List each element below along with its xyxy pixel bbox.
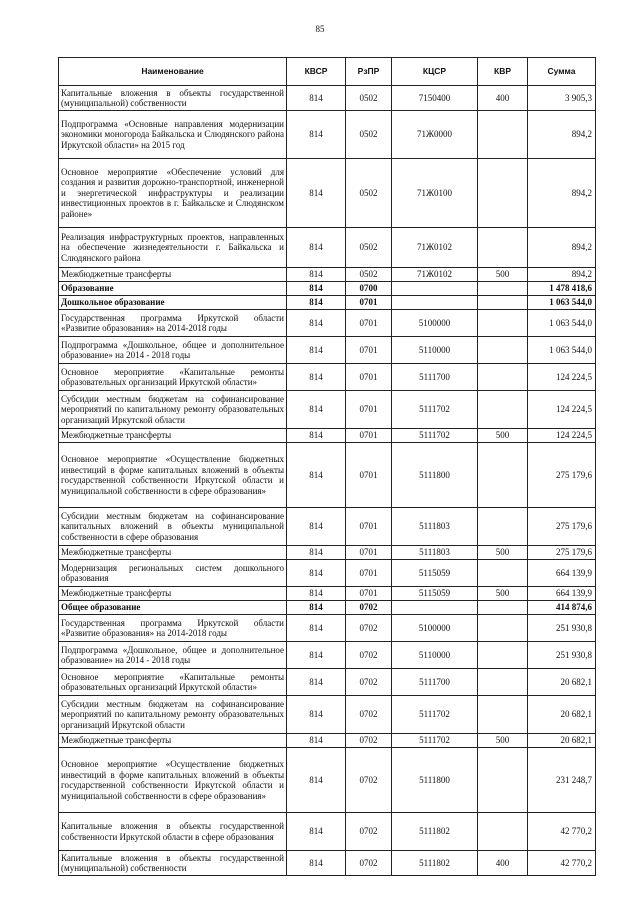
cell-sum: 124 224,5 [528, 391, 596, 429]
header-kcsr: КЦСР [392, 58, 478, 86]
cell-sum: 20 682,1 [528, 669, 596, 696]
cell-kvr [478, 696, 528, 734]
cell-kvr [478, 364, 528, 391]
cell-name: Субсидии местным бюджетам на софинансирование мероприятий по капитальному ремонту образовательных организаций Иркутской области [59, 391, 287, 429]
cell-name: Субсидии местным бюджетам на софинансирование капитальных вложений в объекты муниципальной собственности в сфере образования [59, 508, 287, 546]
cell-kcsr: 5111700 [392, 364, 478, 391]
cell-name: Межбюджетные трансферты [59, 587, 287, 601]
cell-sum: 42 770,2 [528, 813, 596, 851]
cell-name: Межбюджетные трансферты [59, 734, 287, 748]
cell-kvr [478, 296, 528, 310]
cell-sum: 894,2 [528, 268, 596, 282]
cell-name: Подпрограмма «Основные направления модернизации экономики моногорода Байкальска и Слюдянского района Иркутской области» на 2015 год [59, 111, 287, 159]
cell-rzpr: 0502 [346, 86, 392, 111]
cell-kcsr [392, 282, 478, 296]
cell-kvsr: 814 [287, 296, 346, 310]
cell-name: Капитальные вложения в объекты государственной (муниципальной) собственности [59, 851, 287, 876]
cell-sum: 664 139,9 [528, 587, 596, 601]
cell-sum: 894,2 [528, 228, 596, 268]
table-row [59, 310, 596, 337]
cell-kvr [478, 159, 528, 228]
table-row [59, 86, 596, 111]
cell-kvr [478, 813, 528, 851]
cell-kvsr: 814 [287, 696, 346, 734]
cell-sum: 3 905,3 [528, 86, 596, 111]
cell-kvsr: 814 [287, 86, 346, 111]
cell-rzpr: 0702 [346, 642, 392, 669]
cell-kvsr: 814 [287, 429, 346, 443]
cell-kvr [478, 282, 528, 296]
cell-rzpr: 0701 [346, 443, 392, 508]
table-row [59, 282, 596, 296]
cell-rzpr: 0701 [346, 391, 392, 429]
table-header-row [59, 58, 596, 86]
header-rzpr: РзПР [346, 58, 392, 86]
cell-kvr [478, 391, 528, 429]
cell-rzpr: 0701 [346, 587, 392, 601]
cell-kvr [478, 615, 528, 642]
cell-kcsr: 5111800 [392, 443, 478, 508]
cell-kvsr: 814 [287, 282, 346, 296]
cell-name: Подпрограмма «Дошкольное, общее и дополнительное образование» на 2014 - 2018 годы [59, 337, 287, 364]
cell-sum: 1 478 418,6 [528, 282, 596, 296]
cell-kcsr: 5110000 [392, 337, 478, 364]
cell-name: Образование [59, 282, 287, 296]
cell-name: Межбюджетные трансферты [59, 429, 287, 443]
cell-kvr [478, 748, 528, 813]
cell-kcsr: 5111800 [392, 748, 478, 813]
cell-sum: 231 248,7 [528, 748, 596, 813]
cell-kcsr: 5111802 [392, 813, 478, 851]
table-row [59, 560, 596, 587]
cell-sum: 275 179,6 [528, 443, 596, 508]
cell-sum: 664 139,9 [528, 560, 596, 587]
cell-kvsr: 814 [287, 443, 346, 508]
cell-name: Основное мероприятие «Капитальные ремонты образовательных организаций Иркутской области» [59, 364, 287, 391]
cell-kvsr: 814 [287, 851, 346, 876]
table-row [59, 734, 596, 748]
cell-sum: 124 224,5 [528, 364, 596, 391]
cell-rzpr: 0702 [346, 615, 392, 642]
cell-name: Общее образование [59, 601, 287, 615]
cell-rzpr: 0701 [346, 296, 392, 310]
cell-kvr: 500 [478, 546, 528, 560]
cell-kvr [478, 642, 528, 669]
header-kvsr: КВСР [287, 58, 346, 86]
cell-name: Основное мероприятие «Капитальные ремонты образовательных организаций Иркутской области» [59, 669, 287, 696]
cell-kvsr: 814 [287, 337, 346, 364]
cell-name: Межбюджетные трансферты [59, 546, 287, 560]
cell-kcsr: 5110000 [392, 642, 478, 669]
cell-rzpr: 0502 [346, 159, 392, 228]
cell-name: Субсидии местным бюджетам на софинансирование мероприятий по капитальному ремонту образовательных организаций Иркутской области [59, 696, 287, 734]
cell-kvr: 400 [478, 851, 528, 876]
cell-kcsr: 5111702 [392, 696, 478, 734]
cell-kvr: 500 [478, 268, 528, 282]
cell-rzpr: 0702 [346, 669, 392, 696]
cell-sum: 251 930,8 [528, 615, 596, 642]
table-row [59, 364, 596, 391]
cell-rzpr: 0502 [346, 228, 392, 268]
cell-kcsr [392, 601, 478, 615]
cell-kvsr: 814 [287, 111, 346, 159]
cell-sum: 251 930,8 [528, 642, 596, 669]
cell-kcsr: 5111802 [392, 851, 478, 876]
cell-kcsr: 5111702 [392, 391, 478, 429]
cell-kvr: 500 [478, 734, 528, 748]
cell-kcsr: 5111803 [392, 546, 478, 560]
table-row [59, 443, 596, 508]
cell-kvsr: 814 [287, 391, 346, 429]
table-row [59, 669, 596, 696]
cell-sum: 894,2 [528, 111, 596, 159]
cell-rzpr: 0701 [346, 560, 392, 587]
cell-kvr [478, 508, 528, 546]
cell-name: Межбюджетные трансферты [59, 268, 287, 282]
cell-rzpr: 0701 [346, 429, 392, 443]
cell-name: Модернизация региональных систем дошкольного образования [59, 560, 287, 587]
cell-sum: 275 179,6 [528, 546, 596, 560]
cell-kvr [478, 560, 528, 587]
cell-name: Капитальные вложения в объекты государственной (муниципальной) собственности [59, 86, 287, 111]
cell-rzpr: 0702 [346, 601, 392, 615]
cell-kvsr: 814 [287, 734, 346, 748]
cell-sum: 894,2 [528, 159, 596, 228]
table-row [59, 601, 596, 615]
table-row [59, 296, 596, 310]
table-row [59, 748, 596, 813]
cell-kcsr: 5100000 [392, 310, 478, 337]
cell-kcsr: 5100000 [392, 615, 478, 642]
cell-rzpr: 0701 [346, 364, 392, 391]
cell-kvsr: 814 [287, 601, 346, 615]
cell-kvsr: 814 [287, 546, 346, 560]
cell-name: Государственная программа Иркутской области «Развитие образования» на 2014-2018 годы [59, 615, 287, 642]
cell-sum: 414 874,6 [528, 601, 596, 615]
cell-name: Дошкольное образование [59, 296, 287, 310]
cell-kvsr: 814 [287, 669, 346, 696]
cell-kcsr: 7150400 [392, 86, 478, 111]
cell-kvr [478, 601, 528, 615]
cell-sum: 1 063 544,0 [528, 296, 596, 310]
cell-rzpr: 0700 [346, 282, 392, 296]
cell-kcsr: 5111803 [392, 508, 478, 546]
cell-sum: 275 179,6 [528, 508, 596, 546]
cell-sum: 42 770,2 [528, 851, 596, 876]
cell-rzpr: 0701 [346, 508, 392, 546]
budget-table [58, 57, 596, 876]
table-body [59, 86, 596, 876]
cell-name: Основное мероприятие «Осуществление бюджетных инвестиций в форме капитальных вложений в объекты государственной собственности Иркутской области и муниципальной собственности в сфере образования» [59, 748, 287, 813]
cell-kvsr: 814 [287, 748, 346, 813]
table-row [59, 391, 596, 429]
cell-rzpr: 0702 [346, 813, 392, 851]
header-sum: Сумма [528, 58, 596, 86]
table-row [59, 546, 596, 560]
cell-kvsr: 814 [287, 587, 346, 601]
cell-kvsr: 814 [287, 159, 346, 228]
cell-sum: 1 063 544,0 [528, 337, 596, 364]
table-row [59, 587, 596, 601]
table-row [59, 813, 596, 851]
cell-kvr [478, 337, 528, 364]
cell-name: Капитальные вложения в объекты государственной собственности Иркутской области в сфере образования [59, 813, 287, 851]
cell-kvsr: 814 [287, 642, 346, 669]
cell-kvsr: 814 [287, 310, 346, 337]
table-row [59, 268, 596, 282]
cell-sum: 1 063 544,0 [528, 310, 596, 337]
table-row [59, 111, 596, 159]
cell-name: Основное мероприятие «Обеспечение условий для создания и развития дорожно-транспортной, инженерной и энергетической инфраструктуры и реализации инвестиционных проектов в г. Байкальске и Слюдянском районе» [59, 159, 287, 228]
cell-kvsr: 814 [287, 508, 346, 546]
cell-kcsr: 71Ж0102 [392, 268, 478, 282]
table-row [59, 615, 596, 642]
cell-kcsr: 71Ж0102 [392, 228, 478, 268]
cell-kvr [478, 443, 528, 508]
cell-rzpr: 0502 [346, 111, 392, 159]
cell-kcsr: 71Ж0100 [392, 159, 478, 228]
table-row [59, 337, 596, 364]
cell-sum: 20 682,1 [528, 734, 596, 748]
table-row [59, 508, 596, 546]
cell-rzpr: 0701 [346, 310, 392, 337]
cell-kvr: 400 [478, 86, 528, 111]
cell-sum: 20 682,1 [528, 696, 596, 734]
cell-kvsr: 814 [287, 228, 346, 268]
cell-kvr: 500 [478, 429, 528, 443]
cell-kvr [478, 310, 528, 337]
cell-kvsr: 814 [287, 615, 346, 642]
header-name: Наименование [59, 58, 287, 86]
cell-rzpr: 0701 [346, 337, 392, 364]
cell-kvr [478, 669, 528, 696]
cell-rzpr: 0702 [346, 696, 392, 734]
table-row [59, 228, 596, 268]
cell-kcsr: 71Ж0000 [392, 111, 478, 159]
cell-rzpr: 0502 [346, 268, 392, 282]
cell-kvr [478, 111, 528, 159]
cell-kvsr: 814 [287, 560, 346, 587]
cell-rzpr: 0701 [346, 546, 392, 560]
cell-kvsr: 814 [287, 268, 346, 282]
cell-name: Подпрограмма «Дошкольное, общее и дополнительное образование» на 2014 - 2018 годы [59, 642, 287, 669]
cell-kcsr [392, 296, 478, 310]
cell-kcsr: 5111700 [392, 669, 478, 696]
cell-kcsr: 5111702 [392, 429, 478, 443]
table-row [59, 429, 596, 443]
cell-name: Основное мероприятие «Осуществление бюджетных инвестиций в форме капитальных вложений в объекты государственной собственности Иркутской области и муниципальной собственности в сфере образования» [59, 443, 287, 508]
cell-name: Государственная программа Иркутской области «Развитие образования» на 2014-2018 годы [59, 310, 287, 337]
page-number: 85 [315, 24, 325, 34]
table-row [59, 696, 596, 734]
cell-sum: 124 224,5 [528, 429, 596, 443]
cell-kvsr: 814 [287, 364, 346, 391]
cell-name: Реализация инфраструктурных проектов, направленных на обеспечение жизнедеятельности г. Байкальска и Слюдянского района [59, 228, 287, 268]
cell-kcsr: 5111702 [392, 734, 478, 748]
header-kvr: КВР [478, 58, 528, 86]
cell-rzpr: 0702 [346, 734, 392, 748]
table-row [59, 642, 596, 669]
cell-kvr [478, 228, 528, 268]
table-row [59, 159, 596, 228]
table-row [59, 851, 596, 876]
cell-rzpr: 0702 [346, 748, 392, 813]
cell-rzpr: 0702 [346, 851, 392, 876]
cell-kcsr: 5115059 [392, 560, 478, 587]
cell-kvr: 500 [478, 587, 528, 601]
cell-kcsr: 5115059 [392, 587, 478, 601]
cell-kvsr: 814 [287, 813, 346, 851]
